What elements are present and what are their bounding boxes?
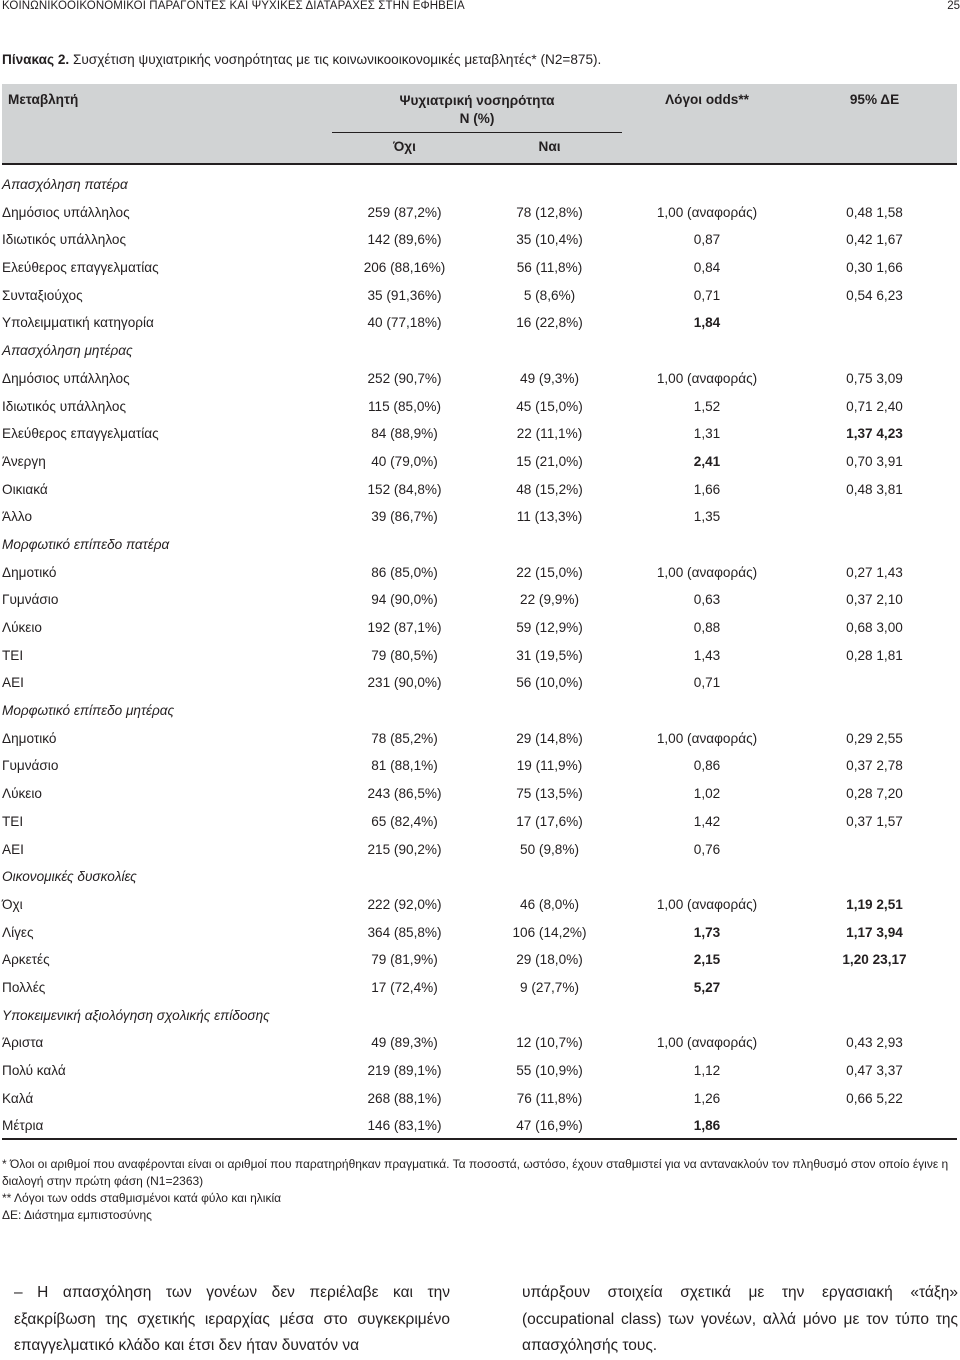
row-label: Άνεργη	[2, 453, 46, 469]
table-notes	[2, 1156, 957, 1224]
cell-odds: 1,00 (αναφοράς)	[656, 1035, 758, 1051]
table-row	[2, 586, 957, 614]
cell-yes: 22 (15,0%)	[516, 564, 583, 580]
cell-ci: 0,28 1,81	[846, 647, 903, 663]
row-label: Πολλές	[2, 979, 46, 995]
table-bottom-rule	[2, 1138, 957, 1140]
table-row	[2, 836, 957, 864]
table-row	[2, 559, 957, 587]
header-divider	[332, 132, 622, 133]
table-group-row	[2, 531, 957, 559]
cell-no: 79 (80,5%)	[371, 647, 438, 663]
cell-no: 215 (90,2%)	[367, 841, 442, 857]
table-row	[2, 365, 957, 393]
row-label: Υπολειμματική κατηγορία	[2, 315, 154, 331]
table-note: * Όλοι οι αριθμοί που αναφέρονται είναι οι αριθμοί που παρατηρήθηκαν πραγματικά. Τα ποσοστά, ωστόσο, έχουν σταθμιστεί για να αντανακλούν τον πληθυσμό στον οποίο έγινε η διαλογή στην πρώτη φάση (N1=2363)	[2, 1157, 949, 1188]
table-row	[2, 974, 957, 1002]
cell-yes: 29 (18,0%)	[516, 952, 583, 968]
table-row	[2, 642, 957, 670]
group-label: Οικονομικές δυσκολίες	[2, 869, 137, 885]
cell-odds: 1,35	[693, 509, 721, 525]
cell-yes: 35 (10,4%)	[516, 232, 583, 248]
row-label: Μέτρια	[2, 1118, 44, 1134]
cell-ci: 0,28 7,20	[846, 786, 903, 802]
cell-yes: 56 (10,0%)	[516, 675, 583, 691]
group-label: Μορφωτικό επίπεδο πατέρα	[2, 536, 170, 552]
header-morbidity-title: Ψυχιατρική νοσηρότητα	[399, 93, 555, 108]
row-label: ΑΕΙ	[2, 675, 24, 691]
cell-ci: 0,37 2,78	[846, 758, 903, 774]
cell-odds: 0,76	[693, 841, 721, 857]
row-label: Ελεύθερος επαγγελματίας	[2, 260, 159, 276]
cell-ci: 0,27 1,43	[846, 564, 903, 580]
cell-no: 84 (88,9%)	[371, 426, 438, 442]
cell-ci: 0,75 3,09	[846, 370, 903, 386]
cell-no: 115 (85,0%)	[367, 398, 442, 414]
cell-yes: 22 (11,1%)	[516, 426, 583, 442]
group-label: Υποκειμενική αξιολόγηση σχολικής επίδοσης	[2, 1007, 270, 1023]
body-text-left: – Η απασχόληση των γονέων δεν περιέλαβε και την εξακρίβωση της σχετικής ιεραρχίας μέσα στο συγκεκριμένο επαγγελματικό κλάδο και έτσι δεν ήταν δυνατόν να	[14, 1284, 450, 1354]
row-label: ΑΕΙ	[2, 841, 24, 857]
cell-odds: 0,88	[693, 620, 721, 635]
row-label: Καλά	[2, 1090, 34, 1106]
cell-odds: 0,84	[693, 260, 721, 276]
cell-ci: 0,66 5,22	[846, 1090, 903, 1106]
cell-ci: 0,48 1,58	[846, 204, 903, 220]
table-row	[2, 503, 957, 531]
row-label: Λύκειο	[2, 620, 42, 635]
cell-no: 78 (85,2%)	[371, 730, 438, 746]
table-row	[2, 393, 957, 421]
cell-no: 259 (87,2%)	[367, 204, 442, 220]
cell-no: 40 (77,18%)	[367, 315, 442, 331]
cell-no: 243 (86,5%)	[367, 786, 442, 802]
cell-yes: 59 (12,9%)	[516, 620, 583, 635]
table-row	[2, 808, 957, 836]
group-label: Απασχόληση μητέρας	[2, 343, 133, 359]
cell-yes: 49 (9,3%)	[520, 370, 579, 386]
cell-no: 142 (89,6%)	[367, 232, 442, 248]
cell-yes: 19 (11,9%)	[516, 758, 583, 774]
cell-odds: 1,66	[693, 481, 721, 497]
cell-no: 192 (87,1%)	[367, 620, 442, 635]
table-group-row	[2, 337, 957, 365]
cell-odds: 1,84	[693, 315, 721, 331]
row-label: Δημοτικό	[2, 564, 57, 580]
cell-yes: 31 (19,5%)	[516, 647, 583, 663]
cell-no: 81 (88,1%)	[371, 758, 438, 774]
row-label: ΤΕΙ	[2, 813, 24, 829]
cell-yes: 78 (12,8%)	[516, 204, 583, 220]
row-label: Όχι	[2, 896, 23, 912]
table-row	[2, 919, 957, 947]
cell-ci: 1,37 4,23	[846, 426, 903, 442]
cell-ci: 0,70 3,91	[846, 453, 903, 469]
row-label: ΤΕΙ	[2, 647, 24, 663]
cell-odds: 1,52	[693, 398, 721, 414]
table-row	[2, 891, 957, 919]
cell-no: 146 (83,1%)	[367, 1118, 442, 1134]
cell-no: 206 (88,16%)	[363, 260, 446, 276]
header-variable: Μεταβλητή	[8, 92, 79, 107]
cell-yes: 12 (10,7%)	[516, 1035, 583, 1051]
cell-no: 364 (85,8%)	[367, 924, 442, 940]
row-label: Ιδιωτικός υπάλληλος	[2, 398, 127, 414]
cell-ci: 0,30 1,66	[846, 260, 903, 276]
cell-no: 35 (91,36%)	[367, 287, 442, 303]
cell-yes: 11 (13,3%)	[516, 509, 583, 525]
row-label: Δημόσιος υπάλληλος	[2, 204, 130, 220]
cell-odds: 0,71	[693, 287, 721, 303]
cell-ci: 0,37 2,10	[846, 592, 903, 608]
cell-yes: 45 (15,0%)	[516, 398, 583, 414]
cell-odds: 1,26	[693, 1090, 721, 1106]
cell-odds: 1,00 (αναφοράς)	[656, 204, 758, 220]
cell-ci: 0,42 1,67	[846, 232, 903, 248]
cell-yes: 55 (10,9%)	[516, 1063, 583, 1078]
cell-ci: 0,48 3,81	[846, 481, 903, 497]
row-label: Ελεύθερος επαγγελματίας	[2, 426, 159, 442]
cell-no: 268 (88,1%)	[367, 1090, 442, 1106]
cell-yes: 50 (9,8%)	[520, 841, 579, 857]
group-label: Απασχόληση πατέρα	[2, 177, 128, 192]
row-label: Αρκετές	[2, 952, 50, 968]
cell-ci: 1,17 3,94	[846, 924, 903, 940]
cell-yes: 17 (17,6%)	[516, 813, 583, 829]
cell-odds: 1,00 (αναφοράς)	[656, 730, 758, 746]
cell-yes: 75 (13,5%)	[516, 786, 583, 802]
table-row	[2, 309, 957, 337]
cell-yes: 16 (22,8%)	[516, 315, 583, 331]
cell-odds: 2,41	[693, 453, 721, 469]
cell-ci: 1,20 23,17	[842, 952, 907, 968]
table-note: ** Λόγοι των odds σταθμισμένοι κατά φύλο και ηλικία	[2, 1191, 282, 1205]
table-row	[2, 448, 957, 476]
cell-yes: 29 (14,8%)	[516, 730, 583, 746]
cell-ci: 0,43 2,93	[846, 1035, 903, 1051]
cell-odds: 0,86	[693, 758, 721, 774]
cell-odds: 1,43	[693, 647, 721, 663]
row-label: Λύκειο	[2, 786, 42, 802]
cell-yes: 106 (14,2%)	[512, 924, 587, 940]
table-row	[2, 725, 957, 753]
running-head-title: ΚΟΙΝΩΝΙΚΟΟΙΚΟΝΟΜΙΚΟΙ ΠΑΡΑΓΟΝΤΕΣ ΚΑΙ ΨΥΧΙΚΕΣ ΔΙΑΤΑΡΑΧΕΣ ΣΤΗΝ ΕΦΗΒΕΙΑ	[2, 0, 465, 12]
header-morbidity-unit: N (%)	[459, 111, 495, 126]
cell-ci: 0,37 1,57	[846, 813, 903, 829]
cell-no: 219 (89,1%)	[367, 1063, 442, 1078]
cell-odds: 1,02	[693, 786, 721, 802]
table-body	[2, 171, 957, 1140]
cell-no: 152 (84,8%)	[367, 481, 442, 497]
header-odds: Λόγοι odds**	[665, 92, 749, 107]
cell-odds: 2,15	[693, 952, 721, 968]
table-row	[2, 420, 957, 448]
header-yes: Ναι	[538, 139, 561, 154]
cell-no: 252 (90,7%)	[367, 370, 442, 386]
table-row	[2, 1085, 957, 1113]
table-row	[2, 476, 957, 504]
page-number: 25	[947, 0, 960, 12]
cell-no: 86 (85,0%)	[371, 564, 438, 580]
body-text-right: υπάρξουν στοιχεία σχετικά με την εργασιακή «τάξη» (occupational class) των γονέων, αλλά μόνο με τον τύπο της απασχόλησής τους.	[522, 1284, 958, 1354]
cell-ci: 0,68 3,00	[846, 620, 903, 635]
cell-yes: 46 (8,0%)	[520, 896, 579, 912]
row-label: Λίγες	[2, 924, 34, 940]
cell-no: 94 (90,0%)	[371, 592, 438, 608]
table-row	[2, 1029, 957, 1057]
table-row	[2, 780, 957, 808]
table-caption	[2, 52, 601, 67]
cell-ci: 0,29 2,55	[846, 730, 903, 746]
table-row	[2, 1057, 957, 1085]
row-label: Ιδιωτικός υπάλληλος	[2, 232, 127, 248]
cell-ci: 0,71 2,40	[846, 398, 903, 414]
running-head	[0, 0, 960, 22]
cell-odds: 1,00 (αναφοράς)	[656, 370, 758, 386]
cell-odds: 0,63	[693, 592, 721, 608]
table-group-row	[2, 171, 957, 199]
row-label: Πολύ καλά	[2, 1063, 66, 1078]
cell-yes: 9 (27,7%)	[520, 979, 579, 995]
cell-no: 39 (86,7%)	[371, 509, 438, 525]
table-group-row	[2, 863, 957, 891]
table-group-row	[2, 697, 957, 725]
cell-no: 65 (82,4%)	[371, 813, 438, 829]
header-morbidity-group	[332, 92, 622, 128]
cell-yes: 5 (8,6%)	[523, 287, 576, 303]
cell-no: 17 (72,4%)	[371, 979, 438, 995]
cell-no: 79 (81,9%)	[371, 952, 438, 968]
table-header	[2, 84, 957, 165]
table-row	[2, 752, 957, 780]
cell-yes: 48 (15,2%)	[516, 481, 583, 497]
header-ci: 95% ΔΕ	[849, 92, 900, 107]
table-group-row	[2, 1002, 957, 1030]
row-label: Οικιακά	[2, 481, 48, 497]
table-row	[2, 199, 957, 227]
table-row	[2, 226, 957, 254]
table-row	[2, 614, 957, 642]
cell-yes: 56 (11,8%)	[516, 260, 583, 276]
row-label: Άριστα	[2, 1035, 44, 1051]
cell-odds: 0,87	[693, 232, 721, 248]
row-label: Δημόσιος υπάλληλος	[2, 370, 130, 386]
group-label: Μορφωτικό επίπεδο μητέρας	[2, 703, 175, 719]
row-label: Συνταξιούχος	[2, 287, 83, 303]
cell-ci: 0,47 3,37	[846, 1063, 903, 1078]
cell-yes: 15 (21,0%)	[516, 453, 583, 469]
row-label: Άλλο	[2, 509, 33, 525]
cell-yes: 22 (9,9%)	[520, 592, 579, 608]
cell-odds: 1,42	[693, 813, 721, 829]
cell-ci: 0,54 6,23	[846, 287, 903, 303]
cell-odds: 1,31	[693, 426, 721, 442]
cell-odds: 1,73	[693, 924, 721, 940]
cell-odds: 1,00 (αναφοράς)	[656, 564, 758, 580]
cell-yes: 76 (11,8%)	[516, 1090, 583, 1106]
cell-no: 40 (79,0%)	[371, 453, 438, 469]
cell-odds: 0,71	[693, 675, 721, 691]
cell-odds: 1,12	[693, 1063, 721, 1078]
table-caption-text: Συσχέτιση ψυχιατρικής νοσηρότητας με τις κοινωνικοοικονομικές μεταβλητές* (N2=875).	[72, 52, 602, 67]
cell-odds: 1,86	[693, 1118, 721, 1134]
row-label: Δημοτικό	[2, 730, 57, 746]
table-note: ΔΕ: Διάστημα εμπιστοσύνης	[2, 1208, 152, 1222]
cell-no: 222 (92,0%)	[367, 896, 442, 912]
cell-no: 49 (89,3%)	[371, 1035, 438, 1051]
table-caption-label: Πίνακας 2.	[2, 52, 70, 67]
row-label: Γυμνάσιο	[2, 758, 59, 774]
cell-odds: 5,27	[693, 979, 721, 995]
table-row	[2, 669, 957, 697]
table-row	[2, 1112, 957, 1140]
table-row	[2, 282, 957, 310]
cell-no: 231 (90,0%)	[367, 675, 442, 691]
cell-odds: 1,00 (αναφοράς)	[656, 896, 758, 912]
header-no: Όχι	[393, 139, 416, 154]
cell-yes: 47 (16,9%)	[516, 1118, 583, 1134]
row-label: Γυμνάσιο	[2, 592, 59, 608]
table-row	[2, 254, 957, 282]
table-row	[2, 946, 957, 974]
cell-ci: 1,19 2,51	[846, 896, 903, 912]
